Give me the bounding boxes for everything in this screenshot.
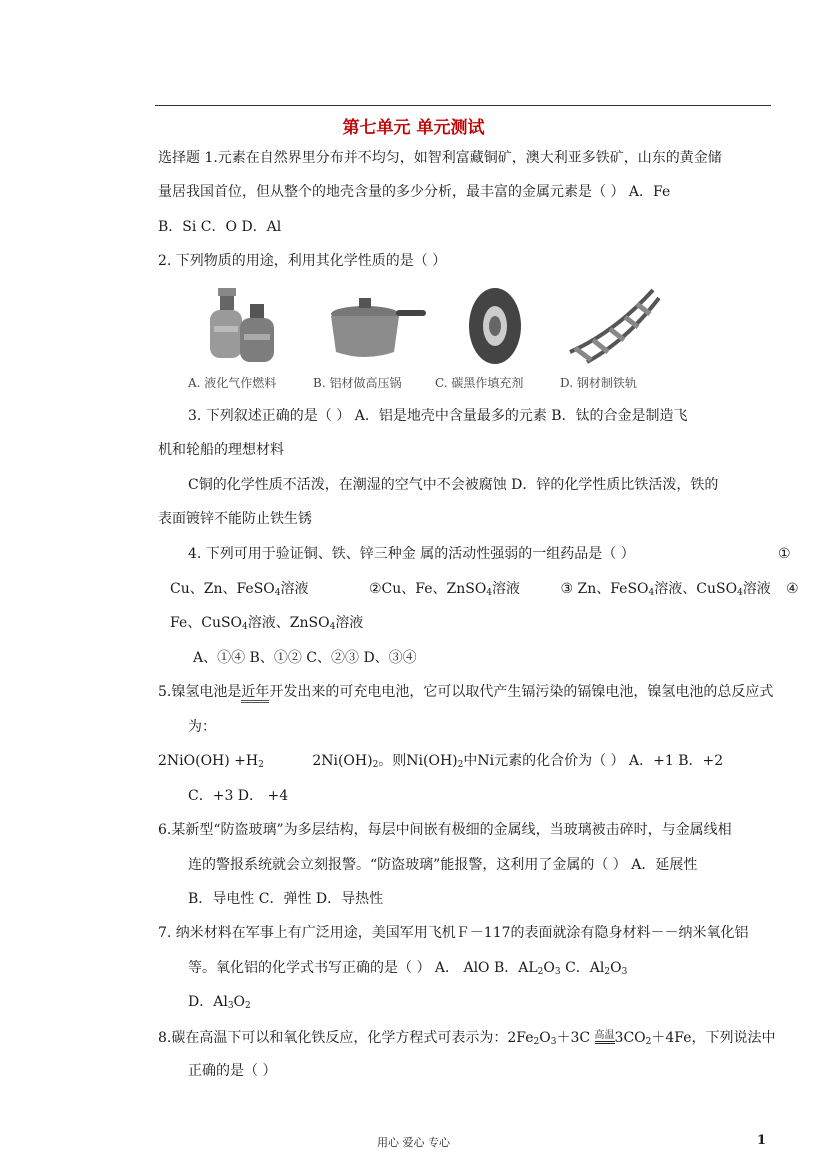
header-rule [155, 105, 771, 106]
q7-line1: 7. 纳米材料在军事上有广泛用途，美国军用飞机Ｆ－117的表面就涂有隐身材料－－纳米氧化铝 [158, 925, 749, 941]
q5-line3: $2NiO(OH) +H_2$ $2Ni(OH)_2$。则$Ni(OH)_2$中Ni元素的化合价为（ ） A．+1 B．+2 [158, 753, 724, 770]
page-footer: 用心 爱心 专心 [377, 1136, 450, 1149]
q5-line4: C．+3 D． +4 [188, 788, 289, 804]
q2-image-row [180, 282, 660, 394]
q6-line3: B．导电性 C．弹性 D．导热性 [188, 891, 384, 907]
q2-stem: 2. 下列物质的用途，利用其化学性质的是（ ） [158, 253, 447, 269]
q4-options: A、①④ B、①② C、②③ D、③④ [193, 650, 417, 666]
q4-line3: Fe、CuSO$_4$溶液、ZnSO$_4$溶液 [170, 615, 364, 632]
q7-line3: D．$Al_3O_2$ [188, 994, 251, 1011]
q2-caption-c: C. 碳黑作填充剂 [435, 376, 524, 390]
q3-line3: C铜的化学性质不活泼，在潮湿的空气中不会被腐蚀 D．锌的化学性质比铁活泼，铁的 [188, 477, 719, 493]
q3-line2: 机和轮船的理想材料 [158, 442, 284, 458]
q8-line1: 8.碳在高温下可以和氧化铁反应，化学方程式可表示为：$2Fe_2O_3+3C$ $^{高温}3CO_2+4Fe$，下列说法中 [158, 1030, 776, 1047]
pressure-cooker-image [320, 282, 430, 367]
tire-image [460, 282, 570, 367]
high-temp-condition: 高温 [595, 1030, 615, 1044]
q5-line1: 5.镍氢电池是近年开发出来的可充电电池，它可以取代产生镉污染的镉镍电池，镍氢电池的总反应式 [158, 683, 773, 701]
page-number: 1 [757, 1133, 767, 1148]
q8-line2: 正确的是（ ） [188, 1063, 277, 1079]
q3-line4: 表面镀锌不能防止铁生锈 [158, 511, 312, 527]
rail-track-image [565, 282, 675, 367]
q6-line1: 6.某新型“防盗玻璃”为多层结构，每层中间嵌有极细的金属线，当玻璃被击碎时，与金属线相 [158, 822, 732, 838]
q1-line3: B．Si C．O D．Al [158, 219, 282, 235]
q2-caption-a: A. 液化气作燃料 [188, 376, 277, 390]
q5-line2: 为： [188, 719, 216, 735]
q1-line2: 量居我国首位，但从整个的地壳含量的多少分析，最丰富的金属元素是（ ） A．Fe [158, 184, 671, 200]
q7-line2: 等。氧化铝的化学式书写正确的是（ ） A． AlO B．$AL_2O_3$ C．$Al_2O_3$ [188, 960, 628, 977]
q2-caption-d: D. 钢材制铁轨 [560, 376, 637, 390]
q2-caption-b: B. 铝材做高压锅 [313, 376, 402, 390]
q4-line1: 4. 下列可用于验证铜、铁、锌三种金 属的活动性强弱的一组药品是（ ） [188, 546, 635, 562]
q1-line1: 选择题 1.元素在自然界里分布并不均匀，如智利富藏铜矿，澳大利亚多铁矿，山东的黄金储 [158, 150, 722, 166]
gas-cylinder-image [200, 282, 310, 367]
q4-line2: Cu、Zn、FeSO$_4$溶液 ②Cu、Fe、ZnSO$_4$溶液 ③ Zn、FeSO$_4$溶液、CuSO$_4$溶液 [170, 581, 771, 598]
q3-line1: 3. 下列叙述正确的是（ ） A．铝是地壳中含量最多的元素 B．钛的合金是制造飞 [188, 408, 688, 424]
q4-mark4: ④ [786, 581, 799, 597]
page-title: 第七单元 单元测试 [342, 118, 485, 138]
q4-mark1: ① [778, 546, 791, 562]
q6-line2: 连的警报系统就会立刻报警。“防盗玻璃”能报警，这利用了金属的（ ） A．延展性 [188, 857, 698, 873]
